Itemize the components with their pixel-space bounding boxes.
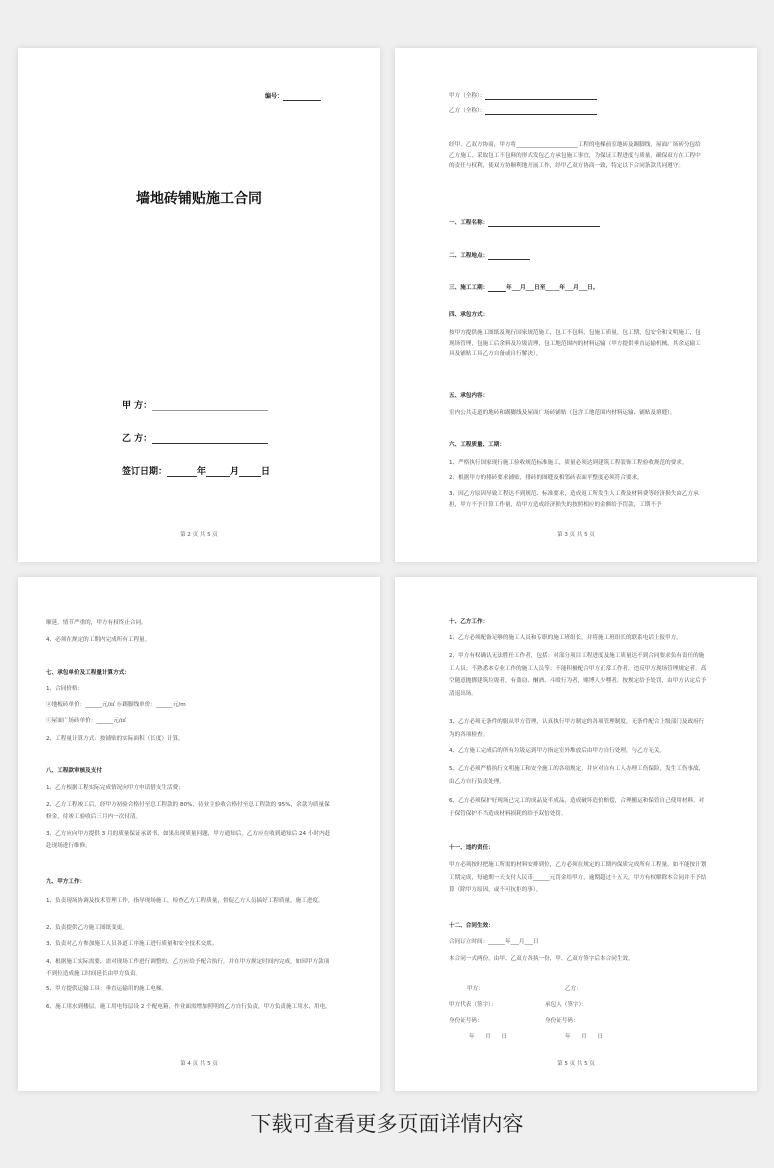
section-8-item-3: 3、乙方应向甲方提供 3 月的质量保证承诺书，如果出现质量问题，甲方通知后，乙方应在收到通知后 24 小时内赶赴现场进行维修。 — [46, 831, 331, 849]
sign-year-blank — [167, 476, 197, 477]
section-11-text: 甲方必须按时把施工所需的材料安排到位，乙方必须在规定的工期内保质完成所有工程量，如不能按计划工期完成，每逾期一天支付人民币______元罚金给甲方，逾期超过十五天，甲方有权解除本合同并不予结算（除甲方原因，或不可抗拒的事）。 — [449, 862, 707, 893]
start-year-blank — [488, 291, 506, 292]
section-8-item-1: 1、乙方根据工程实际完成情况向甲方申请借支生活费； — [46, 785, 184, 791]
sign-day-blank — [239, 476, 261, 477]
page-5-footer: 第 5 页 共 5 页 — [557, 1061, 595, 1067]
party-b-id-number: 身份证号码： — [545, 1018, 579, 1024]
contract-page-3 — [395, 48, 757, 562]
contract-sign-date: 合同订立时间：______年___月___日 — [449, 939, 539, 945]
contract-title: 墙地砖铺贴施工合同 — [136, 191, 262, 207]
section-1-row — [449, 219, 600, 227]
project-name-blank — [488, 226, 600, 227]
contract-number-label: 编号： — [265, 93, 284, 100]
sign-year-label: 年 — [197, 467, 207, 477]
party-b-date: 年 月 日 — [565, 1034, 604, 1040]
section-7-item-2: 2、工程量计算方式：按铺贴的实际面积（长度）计算。 — [46, 736, 184, 742]
section-3-period: 年___月___日至_____年___月___日。 — [506, 285, 599, 291]
party-a-label: 甲 方： — [122, 401, 153, 411]
party-a-blank — [152, 410, 268, 411]
section-9-heading: 九、甲方工作： — [46, 879, 86, 885]
contract-number-row — [265, 93, 321, 101]
contract-page-2-cover — [18, 48, 380, 562]
section-11-heading: 十一、违约责任： — [449, 845, 494, 851]
section-6-item-3: 3、因乙方原因导致工程达不到规范、标准要求，造成返工所发生人工费及材料费等经济损失由乙方承担，甲方不予计算工作量，给甲方造成经济损失的按照相应的金额给予罚款，工期不予 — [449, 491, 699, 508]
sign-date-row — [122, 464, 270, 477]
section-10-item-1: 1、乙方必须配备足够的施工人员和专职的施工班组长，并将施工班组长的联系电话上报甲方。 — [449, 635, 682, 641]
section-10-item-6: 6、乙方必须保护好现场已完工的成品及半成品，造成破坏造价赔偿，合理搬运和保管自己使用材料，对于保管保护不当造成材料损耗的给予双倍处罚。 — [449, 798, 705, 817]
section-6-item-2: 2、根据甲方的排砖要求铺贴，排砖的图缝及相邻砖表面平整度必须符合要求。 — [449, 475, 643, 481]
page-2-footer: 第 2 页 共 5 页 — [180, 532, 218, 538]
signature-party-b: 乙方： — [565, 986, 582, 992]
a-fullname-blank — [485, 99, 597, 100]
sign-day-label: 日 — [261, 467, 271, 477]
section-10-item-2: 2、甲方有权确认无法胜任工作者，包括：对部分项目工程进度及施工质量达不到合同要求负有责任的施工人员；不熟悉本专业工作的施工人员等；不能积极配合甲方正常工作者，违反甲方现场管理规定者，高空随意抛掷建筑垃圾者，有盗窃、酗酒、斗殴行为者，赌博人少嘿者，按规定给予处罚，由甲方认定后予清退出场。 — [449, 653, 707, 697]
party-b-blank — [152, 443, 268, 444]
section-9-item-1: 1、负责现场协调及技术管理工作，指导现场施工，检查乙方工程质量，督促乙方人员搞好工程质量，施工进度。 — [46, 898, 324, 904]
sign-month-label: 月 — [230, 467, 240, 477]
section-9-item-5: 5、甲方提供运输工具：垂直运输用的施工电梯。 — [46, 986, 168, 992]
sign-date-label: 签订日期： — [122, 467, 168, 477]
section-3-row — [449, 284, 598, 292]
project-location-blank — [488, 259, 530, 260]
section-5-text: 室内公共走道的地砖和踢脚线及屋面广场砖铺贴（包含工地范围内材料运输、铺贴及填缝）。 — [449, 410, 676, 416]
signature-party-a: 甲方： — [467, 986, 484, 992]
sign-month-blank — [206, 476, 230, 477]
party-b-row — [122, 431, 268, 444]
b-fullname-blank — [485, 114, 597, 115]
section-6-item-1: 1、严格执行国家现行施工验收规范标准施工，质量必须达到建筑工程装饰工程验收规范的要求。 — [449, 460, 688, 466]
party-b-label: 乙 方： — [122, 434, 153, 444]
download-caption: 下载可查看更多页面详情内容 — [250, 1112, 524, 1136]
contract-page-4 — [18, 577, 380, 1091]
section-3-label: 三、施工工期： — [449, 285, 489, 291]
section-7-price-c: ⓒ屋面广场砖单价：______元/㎡ — [46, 718, 127, 724]
section-4-heading: 四、承包方式： — [449, 312, 489, 318]
section-8-item-2: 2、乙方工程竣工后，经甲方初验合格付至总工程款的 80%，待业主验收合格付至总工程款的 95%，余款为质量保修金，待竣工验收后三月内一次付清。 — [46, 802, 330, 820]
contractor-signature: 承包人（签字）： — [545, 1002, 587, 1008]
section-10-heading: 十、乙方工作： — [449, 619, 489, 625]
page-3-footer: 第 3 页 共 5 页 — [557, 532, 595, 538]
section-1-label: 一、工程名称： — [449, 220, 489, 226]
section-2-row — [449, 252, 530, 260]
section-9-item-2: 2、负责提供乙方施工图纸变更。 — [46, 925, 128, 931]
section-4-text: 按甲方提供施工图纸及现行国家规范施工，包工不包料，包施工质量，包工期，包安全和文明施工，包现场管理，包施工后余料及垃圾清理，包工地范围内的材料运输（甲方提供垂直运输机械，其余运输工具及铺贴工具乙方自备或自行解决）。 — [449, 330, 701, 357]
section-2-label: 二、工程地点： — [449, 253, 489, 259]
b-fullname-label: 乙方（全称）： — [449, 108, 486, 114]
section-10-item-4: 4、乙方施工完成后的所有垃圾运到甲方指定室外堆放后由甲方自行处理，与乙方无关。 — [449, 748, 666, 754]
a-fullname-label: 甲方（全称）： — [449, 93, 486, 99]
intro-paragraph: 经甲、乙双方协商，甲方将______________________工程的电梯前室地砖及踢脚线，屋面广场砖分包给乙方施工，采取包工不包料的形式发包乙方承包施工事宜，为保证工程进度与质量，确保双方在工程中的责任与权利，使双方协顺利地开展工作，经甲乙双方协商一致，特定以下合同条款共同遵守。 — [449, 142, 701, 169]
page-4-line-2: 4、必须在规定的工期内完成所有工程量。 — [46, 637, 151, 643]
section-12-heading: 十二、合同生效： — [449, 923, 494, 929]
page-4-footer: 第 4 页 共 5 页 — [180, 1061, 218, 1067]
section-10-item-3: 3、乙方必须无条件的服从甲方管理，认真执行甲方制定的各项管理制度，无条件配合上级部门及政府行为的各项检查。 — [449, 719, 705, 738]
party-a-id-number: 身份证号码： — [449, 1018, 483, 1024]
section-7-item-1: 1、合同价格： — [46, 686, 84, 692]
section-7-prices-ab: ⓐ地板砖单价：______元/㎡ ⓑ踢脚线单价：______元/m — [46, 702, 186, 708]
section-9-item-6: 6、施工用水到楼层，施工用电每层设 2 个配电箱，作业面需增加照明的乙方自行负责，甲方负责施工用水、用电。 — [46, 1004, 331, 1010]
party-a-date: 年 月 日 — [469, 1034, 508, 1040]
section-6-heading: 六、工程质量、工期： — [449, 442, 505, 448]
contract-page-5 — [395, 577, 757, 1091]
contract-number-blank — [283, 100, 321, 101]
page-4-line-1: 顺延，情节严重的，甲方有权终止合同。 — [46, 620, 147, 626]
b-fullname-row — [449, 107, 597, 115]
section-5-heading: 五、承包内容： — [449, 393, 489, 399]
party-a-row — [122, 398, 268, 411]
section-7-heading: 七、承包单价及工程量计算方式： — [46, 670, 130, 676]
party-a-representative: 甲方代表（签字）： — [449, 1002, 497, 1008]
section-9-item-4: 4、根据施工实际需要，需对现场工作进行调整的，乙方应给予配合执行，并在甲方规定时间内完成，如因甲方款项不到位造成施工时间延长由甲方负责。 — [46, 959, 330, 977]
a-fullname-row — [449, 92, 597, 100]
section-10-item-5: 5、乙方必须严格执行文明施工和安全施工的各项规定，并应对自有工人办理工伤保险，发生工伤事故，由乙方自行负责处理。 — [449, 766, 705, 785]
section-12-text: 本合同一式两份，由甲、乙双方各执一份，甲、乙双方签字后本合同生效。 — [449, 956, 634, 962]
section-8-heading: 八、工程款审核及支付 — [46, 768, 102, 774]
section-9-item-3: 3、负责对乙方参加施工人员各道工序施工进行质量和安全技术交底。 — [46, 941, 218, 947]
